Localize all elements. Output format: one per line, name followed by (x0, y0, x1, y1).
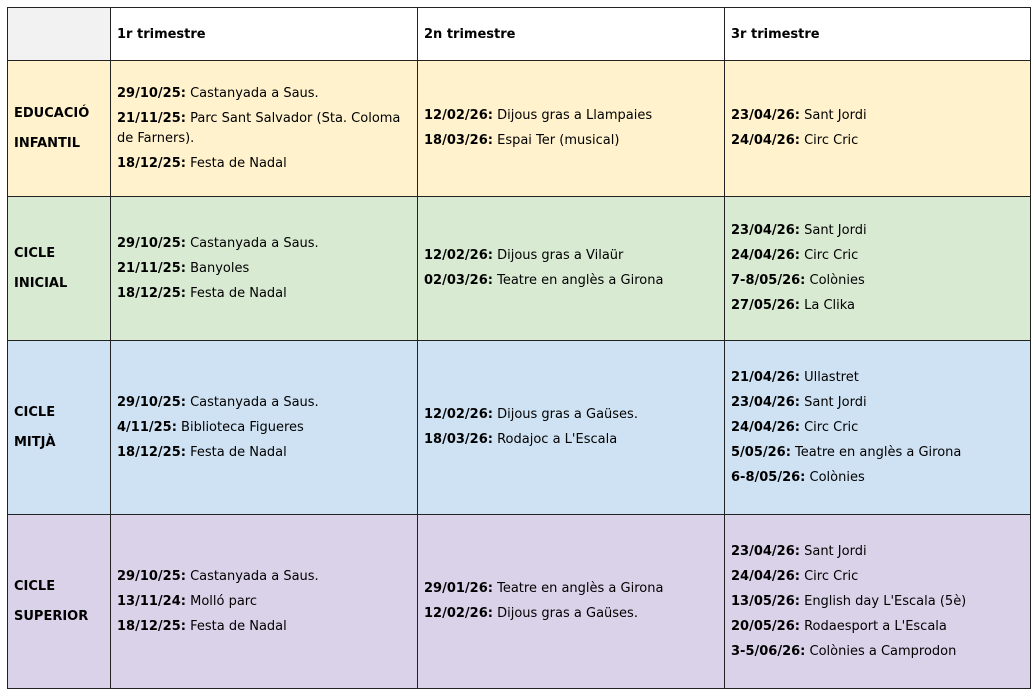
activity-entry (117, 443, 411, 463)
activity-entry (731, 592, 1024, 612)
activity-date: 24/04/26: (731, 568, 800, 584)
activity-entry (731, 567, 1024, 587)
activity-description: Colònies (805, 273, 865, 288)
cycle-name-line: CICLE (14, 578, 56, 594)
activity-entry (117, 84, 411, 104)
activity-entry (731, 131, 1024, 151)
term-1-cell (111, 197, 418, 341)
activity-entry (424, 579, 718, 599)
activity-description: Biblioteca Figueres (176, 419, 304, 435)
activity-entry (731, 418, 1024, 438)
activities-table (7, 7, 1031, 689)
term-2-cell (418, 515, 725, 689)
cycle-row (8, 515, 1031, 689)
activity-description: Colònies (805, 469, 865, 485)
cycle-name-line: CICLE INICIAL (14, 245, 68, 291)
activity-description: Circ Cric (799, 248, 859, 263)
cycle-name-cell (8, 515, 111, 689)
activity-entry (424, 430, 718, 450)
activity-date: 27/05/26: (731, 298, 800, 313)
activity-description: Castanyada a Saus. (185, 235, 319, 251)
cycle-name-cell (8, 341, 111, 515)
activity-date: 29/10/25: (117, 568, 186, 584)
activity-description: Circ Cric (799, 133, 859, 148)
activity-date: 12/02/26: (424, 108, 493, 123)
activity-date: 18/12/25: (117, 155, 186, 171)
activity-entry (731, 443, 1024, 463)
activity-date: 24/04/26: (731, 248, 800, 263)
activity-entry (731, 368, 1024, 388)
activity-description: Dijous gras a Llampaies (492, 108, 653, 123)
activity-description: English day L'Escala (5è) (799, 593, 967, 609)
activity-description: Circ Cric (799, 568, 859, 584)
activity-date: 20/05/26: (731, 618, 800, 634)
activity-entry (117, 284, 411, 304)
activity-entry (424, 246, 718, 266)
activity-entry (117, 109, 411, 149)
cycle-name-line: MITJÀ (14, 434, 56, 450)
cycle-name-cell (8, 61, 111, 197)
activity-date: 7-8/05/26: (731, 273, 806, 288)
activity-date: 24/04/26: (731, 133, 800, 148)
activity-date: 21/04/26: (731, 369, 800, 385)
activity-entry (424, 405, 718, 425)
activity-entry (117, 567, 411, 587)
activity-date: 12/02/26: (424, 248, 493, 263)
activity-description: Molló parc (185, 593, 258, 609)
activity-entry (117, 393, 411, 413)
activity-date: 29/10/25: (117, 235, 186, 251)
activity-entry (731, 542, 1024, 562)
activity-entry (117, 617, 411, 637)
activity-description: Castanyada a Saus. (185, 394, 319, 410)
activity-entry (731, 393, 1024, 413)
header-term-1: 1r trimestre (111, 8, 418, 61)
activity-date: 23/04/26: (731, 108, 800, 123)
activity-entry (117, 418, 411, 438)
activity-description: Rodaesport a L'Escala (799, 618, 947, 634)
activity-entry (424, 131, 718, 151)
term-3-cell (725, 61, 1031, 197)
activity-description: Teatre en anglès a Girona (790, 444, 962, 460)
activity-entry (731, 246, 1024, 266)
activity-description: Teatre en anglès a Girona (492, 581, 664, 596)
cycle-row (8, 341, 1031, 515)
activity-date: 13/05/26: (731, 593, 800, 609)
term-1-cell (111, 61, 418, 197)
activity-date: 18/03/26: (424, 432, 493, 447)
activity-entry (731, 296, 1024, 316)
activity-description: Banyoles (185, 260, 250, 276)
activity-description: Rodajoc a L'Escala (492, 432, 618, 447)
activity-date: 12/02/26: (424, 606, 493, 621)
header-term-3: 3r trimestre (725, 8, 1031, 61)
activity-entry (731, 106, 1024, 126)
term-2-cell (418, 61, 725, 197)
activity-date: 18/03/26: (424, 133, 493, 148)
activity-entry (117, 259, 411, 279)
activity-description: Teatre en anglès a Girona (492, 273, 664, 288)
activity-date: 18/12/25: (117, 444, 186, 460)
cycle-name-line: INFANTIL (14, 135, 81, 151)
activity-description: Sant Jordi (799, 223, 867, 238)
activity-date: 02/03/26: (424, 273, 493, 288)
activity-date: 3-5/06/26: (731, 643, 806, 659)
activity-description: Circ Cric (799, 419, 859, 435)
activity-date: 13/11/24: (117, 593, 186, 609)
header-corner-cell (8, 8, 111, 61)
term-1-cell (111, 341, 418, 515)
activity-date: 18/12/25: (117, 618, 186, 634)
activity-entry (731, 617, 1024, 637)
term-2-cell (418, 197, 725, 341)
term-1-cell (111, 515, 418, 689)
cycle-row (8, 61, 1031, 197)
activity-date: 23/04/26: (731, 223, 800, 238)
activity-description: Festa de Nadal (185, 618, 287, 634)
activity-description: Espai Ter (musical) (492, 133, 620, 148)
activity-date: 21/11/25: (117, 260, 186, 276)
activity-date: 18/12/25: (117, 285, 186, 301)
activity-description: Ullastret (799, 369, 859, 385)
activity-description: Dijous gras a Vilaür (492, 248, 624, 263)
activity-date: 23/04/26: (731, 394, 800, 410)
activity-date: 29/10/25: (117, 85, 186, 101)
activity-date: 23/04/26: (731, 543, 800, 559)
activity-description: Festa de Nadal (185, 155, 287, 171)
activity-description: Dijous gras a Gaüses. (492, 407, 638, 422)
activity-date: 24/04/26: (731, 419, 800, 435)
activity-description: Dijous gras a Gaüses. (492, 606, 638, 621)
activity-description: Festa de Nadal (185, 285, 287, 301)
cycle-name-line: SUPERIOR (14, 608, 89, 624)
activity-entry (424, 604, 718, 624)
activity-entry (424, 271, 718, 291)
cycle-name-line: CICLE (14, 404, 56, 420)
activity-description: Parc Sant Salvador (Sta. Coloma de Farners). (117, 110, 401, 146)
term-3-cell (725, 515, 1031, 689)
term-2-cell (418, 341, 725, 515)
activity-description: Festa de Nadal (185, 444, 287, 460)
activity-description: Colònies a Camprodon (805, 643, 957, 659)
activity-entry (731, 221, 1024, 241)
activity-date: 29/01/26: (424, 581, 493, 596)
activity-description: Castanyada a Saus. (185, 85, 319, 101)
header-term-2: 2n trimestre (418, 8, 725, 61)
cycle-name-cell (8, 197, 111, 341)
activity-entry (117, 592, 411, 612)
term-3-cell (725, 341, 1031, 515)
term-3-cell (725, 197, 1031, 341)
activity-date: 5/05/26: (731, 444, 791, 460)
header-row (8, 8, 1031, 61)
activity-date: 12/02/26: (424, 407, 493, 422)
activity-entry (117, 154, 411, 174)
activity-entry (424, 106, 718, 126)
cycle-row (8, 197, 1031, 341)
activity-description: Sant Jordi (799, 543, 867, 559)
activity-description: La Clika (799, 298, 856, 313)
activity-entry (731, 271, 1024, 291)
activity-entry (731, 642, 1024, 662)
activity-date: 21/11/25: (117, 110, 186, 126)
cycle-name-line: EDUCACIÓ (14, 105, 90, 121)
activity-date: 4/11/25: (117, 419, 177, 435)
activity-description: Sant Jordi (799, 394, 867, 410)
activity-date: 6-8/05/26: (731, 469, 806, 485)
activity-description: Castanyada a Saus. (185, 568, 319, 584)
activity-entry (731, 468, 1024, 488)
activity-entry (117, 234, 411, 254)
activity-description: Sant Jordi (799, 108, 867, 123)
activity-date: 29/10/25: (117, 394, 186, 410)
